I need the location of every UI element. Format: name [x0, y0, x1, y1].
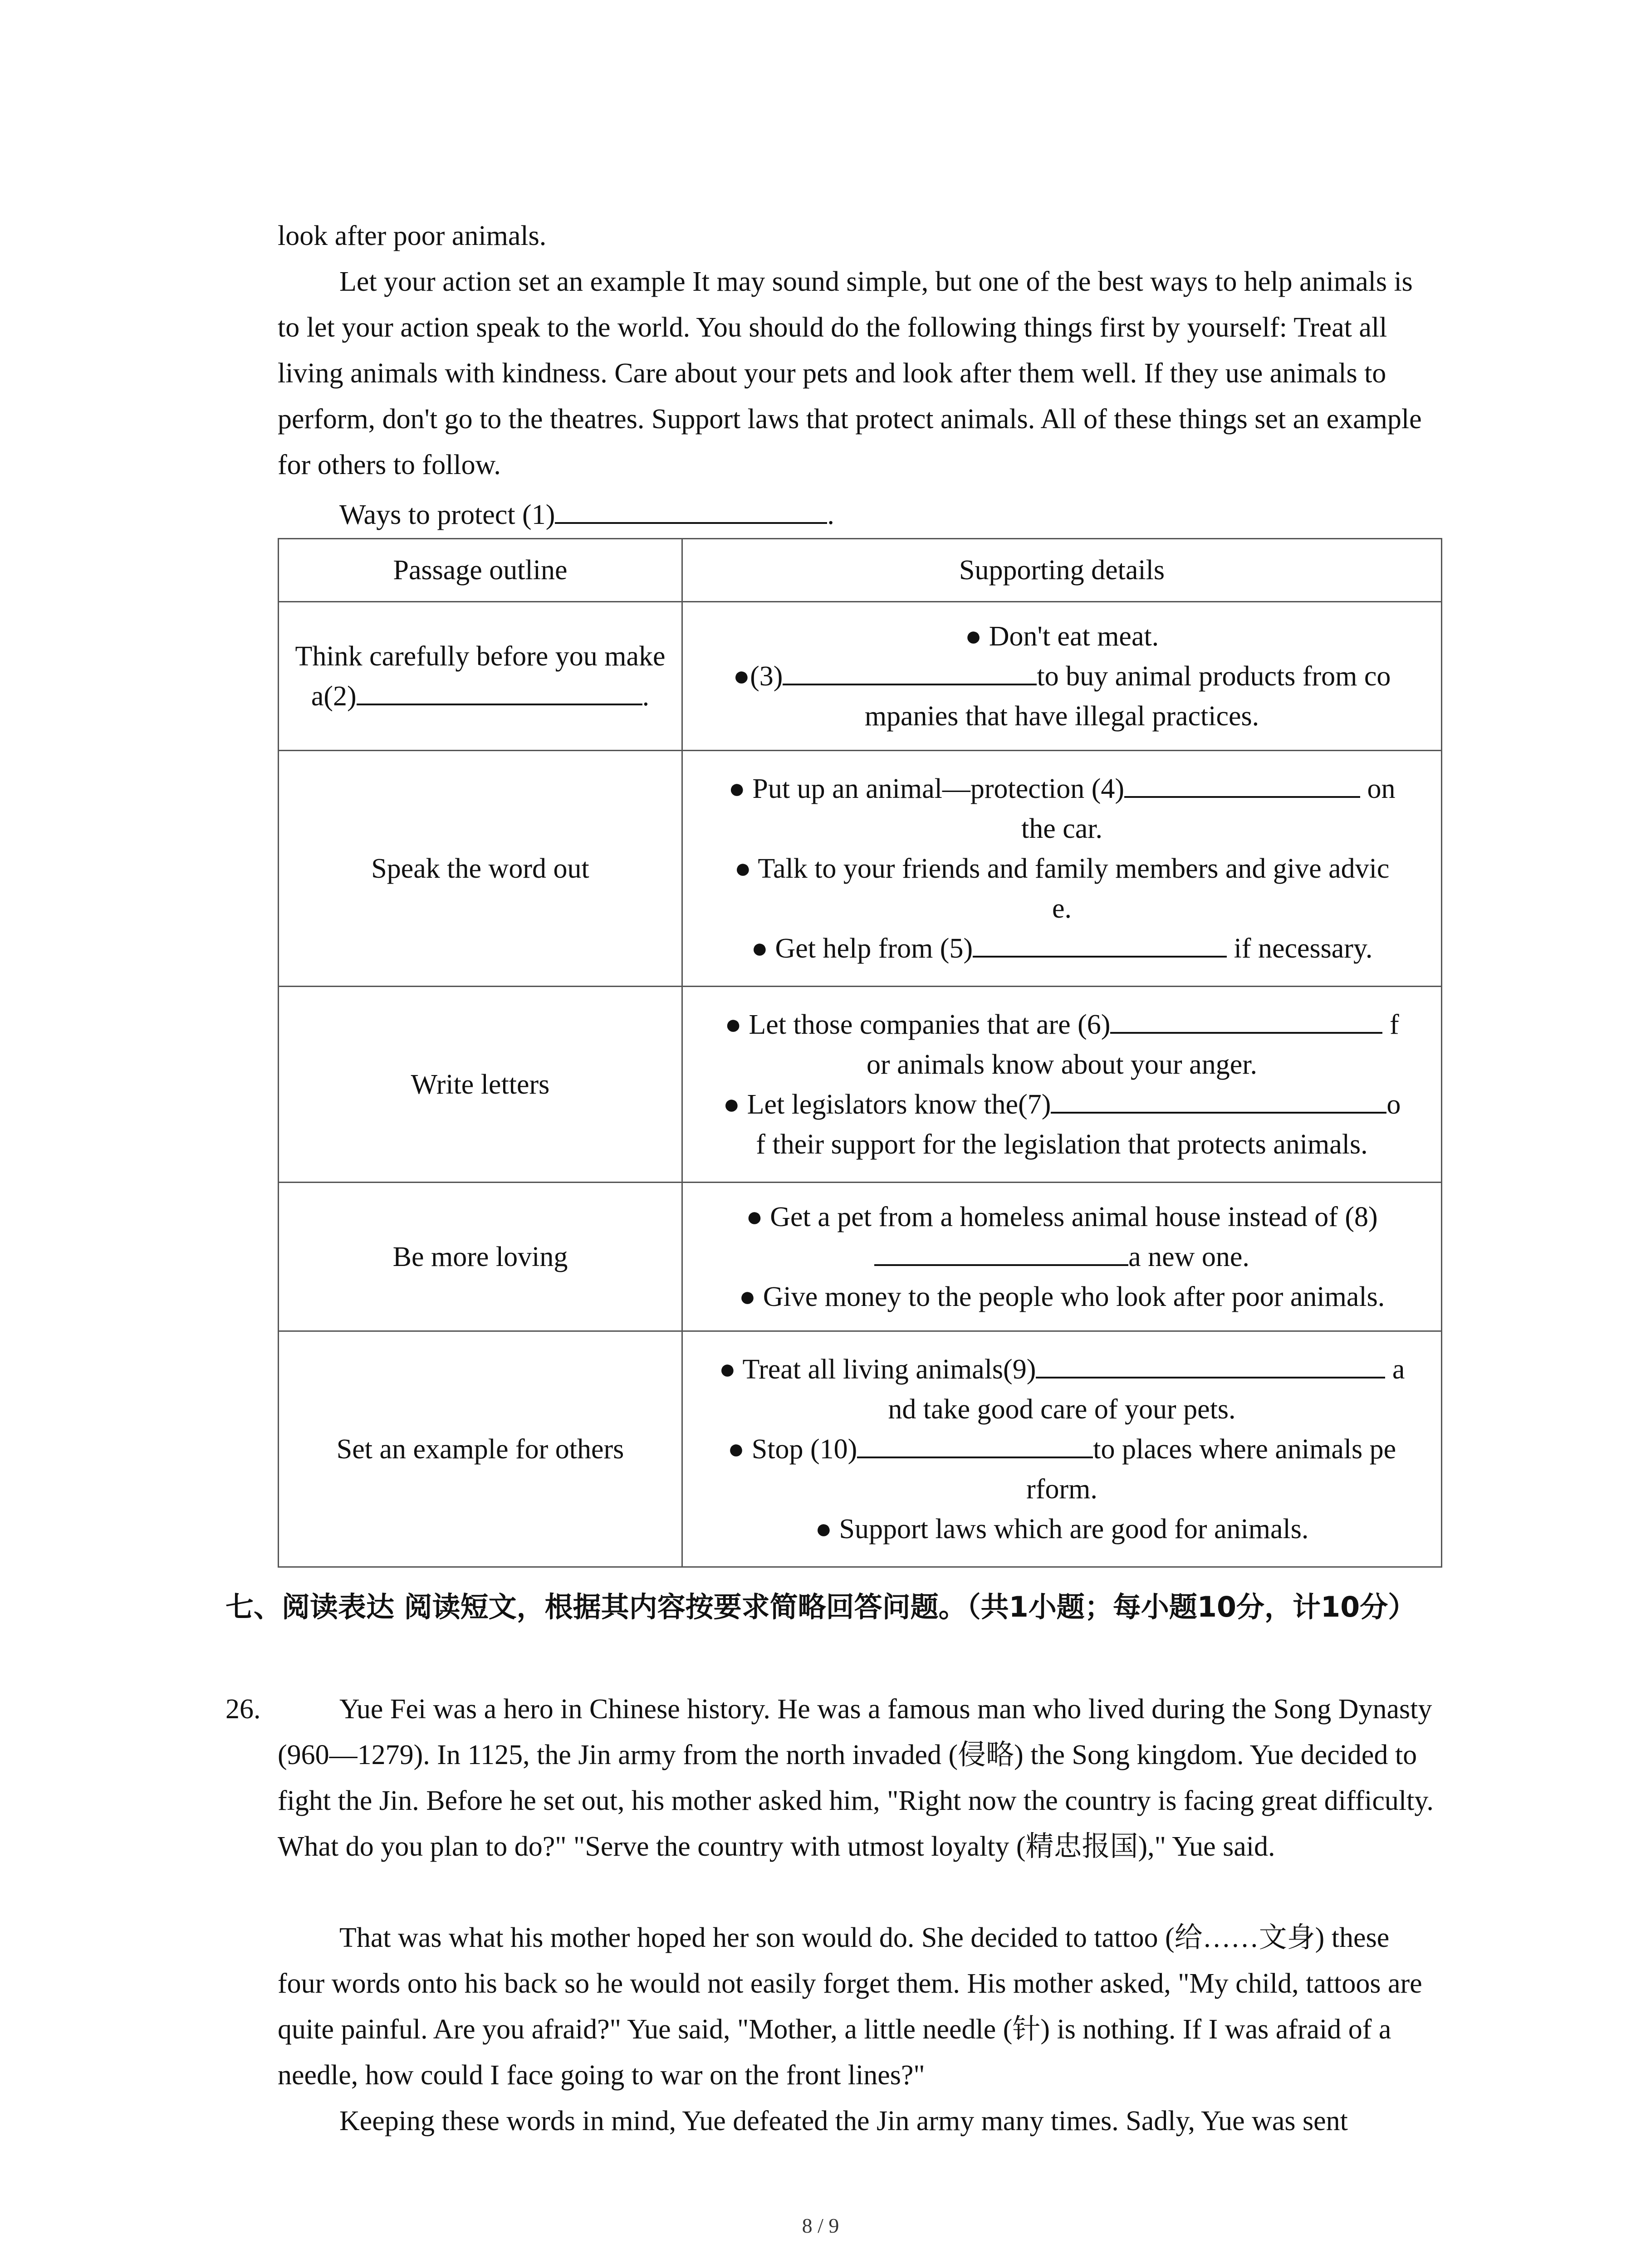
table-row: [279, 1331, 1442, 1567]
answer-blank-2: [357, 677, 642, 705]
header-passage-outline: Passage outline: [279, 539, 682, 602]
outline-cell: Think carefully before you make a(2) .: [279, 602, 682, 751]
answer-blank-8: [874, 1238, 1128, 1266]
answer-blank-9: [1036, 1350, 1385, 1378]
story-paragraph-3: Keeping these words in mind, Yue defeated the Jin army many times. Sadly, Yue was sent: [339, 2106, 1348, 2136]
paragraph-continuation: look after poor animals.: [278, 220, 547, 251]
outline-cell: Write letters: [279, 987, 682, 1183]
answer-blank-7: [1051, 1085, 1386, 1114]
answer-blank-1: [555, 496, 827, 524]
section-heading: 七、阅读表达 阅读短文，根据其内容按要求简略回答问题。（共1小题；每小题10分，计10分）: [225, 1590, 1416, 1623]
answer-blank-10: [857, 1430, 1093, 1458]
story-paragraph-1: Yue Fei was a hero in Chinese history. He was a famous man who lived during the Song Dynasty (960—1279). In 1125, the Jin army from the north invaded (侵略) the Song kingdom. Yue decided to fight the Jin. Before he set out, his mother asked him, "Right now the country is facing great difficulty. What do you plan to do?" "Serve the country with utmost loyalty (精忠报国)," Yue said.: [278, 1694, 1434, 1862]
table-row: [279, 987, 1442, 1183]
answer-blank-3: [783, 657, 1037, 685]
paragraph-set-example: Let your action set an example It may sound simple, but one of the best ways to help animals is to let your action speak to the world. You should do the following things first by yourself: Treat all living animals with kindness. Care about your pets and look after them well. If they use animals to perform, don't go to the theatres. Support laws that protect animals. All of these things set an example for others to follow.: [278, 266, 1422, 480]
details-cell: ● Put up an animal—protection (4) on the car. ● Talk to your friends and family members and give advic e. ● Get help from (5) if necessary.: [682, 751, 1442, 987]
table-header-row: [279, 539, 1442, 602]
details-cell: ● Treat all living animals(9) a nd take good care of your pets. ● Stop (10) to places where animals pe rform. ● Support laws which are good for animals.: [682, 1331, 1442, 1567]
answer-blank-5: [973, 929, 1227, 958]
story-paragraph-2: That was what his mother hoped her son would do. She decided to tattoo (给……文身) these four words onto his back so he would not easily forget them. His mother asked, "My child, tattoos are quite painful. Are you afraid?" Yue said, "Mother, a little needle (针) is nothing. If I was afraid of a needle, how could I face going to war on the front lines?": [278, 1922, 1422, 2091]
question-number: 26.: [225, 1694, 261, 1725]
answer-blank-4: [1124, 770, 1360, 798]
outline-cell: Set an example for others: [279, 1331, 682, 1567]
table-title: Ways to protect (1) .: [278, 492, 1439, 538]
header-supporting-details: Supporting details: [682, 539, 1442, 602]
table-row: [279, 602, 1442, 751]
details-cell: ● Get a pet from a homeless animal house instead of (8) a new one. ● Give money to the people who look after poor animals.: [682, 1183, 1442, 1331]
outline-cell: Speak the word out: [279, 751, 682, 987]
outline-table: [278, 538, 1442, 1568]
details-cell: ● Let those companies that are (6) f or animals know about your anger. ● Let legislators know the(7) o f their support for the legislation that protects animals.: [682, 987, 1442, 1183]
answer-blank-6: [1110, 1006, 1382, 1034]
table-row: [279, 751, 1442, 987]
details-cell: ● Don't eat meat. ●(3) to buy animal products from co mpanies that have illegal practices.: [682, 602, 1442, 751]
table-row: [279, 1183, 1442, 1331]
outline-cell: Be more loving: [279, 1183, 682, 1331]
page-number: 8 / 9: [802, 2214, 839, 2237]
